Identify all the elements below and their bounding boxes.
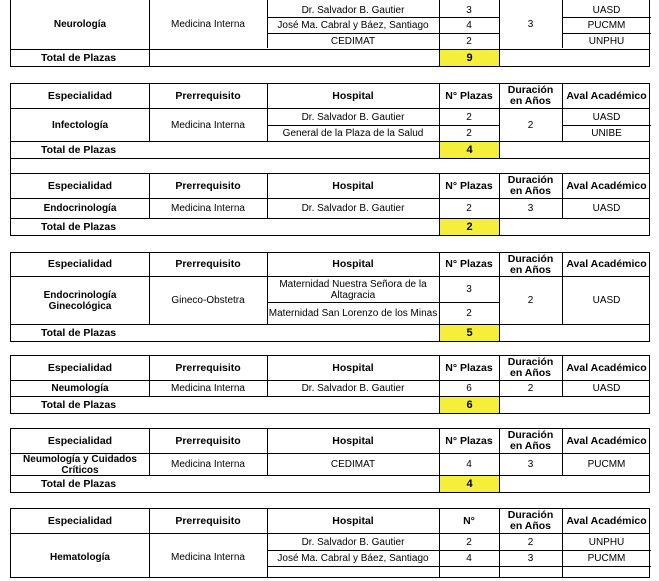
plazas-cell: 2 <box>466 128 472 139</box>
prerrequisito-cell: Gineco-Obstetra <box>171 295 245 306</box>
hospital-cell: Maternidad San Lorenzo de los Minas <box>268 308 438 319</box>
aval-cell: UASD <box>592 4 621 16</box>
plazas-cell: 3 <box>466 284 472 295</box>
header-aval: Aval Académico <box>566 434 647 447</box>
especialidad-cell: Endocrinología <box>43 203 117 214</box>
header-hospital: Hospital <box>332 89 374 102</box>
header-plazas: N° Plazas <box>445 258 493 270</box>
hospital-cell: José Ma. Cabral y Báez, Santiago <box>277 553 429 564</box>
header-especialidad: Especialidad <box>47 258 113 270</box>
header-duracion-line2: en Años <box>509 520 552 532</box>
especialidad-cell: Infectología <box>51 119 109 131</box>
duracion-cell: 3 <box>527 459 534 470</box>
hospital-line2: Altagracia <box>330 289 376 301</box>
total-plazas-value: 2 <box>440 219 499 235</box>
header-duracion <box>499 84 562 108</box>
plazas-cell: 4 <box>466 459 472 470</box>
especialidad-line2: Ginecológica <box>48 300 112 312</box>
total-plazas-label: Total de Plazas <box>41 51 117 64</box>
plazas-cell: 4 <box>466 553 472 564</box>
total-plazas-label: Total de Plazas <box>41 143 117 156</box>
aval-cell: PUCMM <box>587 553 626 564</box>
header-duracion <box>499 253 562 276</box>
hospital-cell: Dr. Salvador B. Gautier <box>301 536 405 548</box>
total-plazas-label: Total de Plazas <box>41 398 117 411</box>
header-aval: Aval Académico <box>566 514 647 527</box>
plazas-cell: 2 <box>466 536 472 548</box>
total-plazas-label: Total de Plazas <box>41 326 117 339</box>
table-neurologia <box>10 0 650 67</box>
table-hematologia <box>10 508 650 578</box>
especialidad-line1: Neumología y Cuidados <box>23 453 137 465</box>
header-duracion <box>499 429 562 453</box>
table-neumologia <box>10 355 650 414</box>
duracion-cell: 2 <box>527 536 534 548</box>
header-aval: Aval Académico <box>566 361 647 374</box>
duracion-cell: 2 <box>527 119 534 131</box>
header-hospital: Hospital <box>332 434 374 447</box>
duracion-cell: 2 <box>527 295 534 306</box>
header-hospital: Hospital <box>332 514 374 527</box>
table-infectologia <box>10 83 650 159</box>
header-especialidad: Especialidad <box>47 179 113 192</box>
header-duracion <box>499 356 562 380</box>
header-especialidad: Especialidad <box>47 89 113 102</box>
especialidad-line2: Críticos <box>61 464 99 476</box>
header-duracion-line1: Duración <box>507 356 554 368</box>
aval-cell: UNIBE <box>591 128 622 139</box>
header-duracion-line1: Duración <box>507 429 554 441</box>
aval-cell: UASD <box>592 111 621 123</box>
header-duracion-line2: en Años <box>509 95 552 107</box>
prerrequisito-cell: Medicina Interna <box>171 552 245 563</box>
plazas-cell: 2 <box>466 203 472 214</box>
header-plazas: N° <box>463 514 475 527</box>
especialidad-cell <box>11 454 149 475</box>
header-duracion-line1: Duración <box>507 252 554 265</box>
total-plazas-value: 4 <box>440 476 499 492</box>
prerrequisito-cell: Medicina Interna <box>171 203 245 214</box>
duracion-cell: 3 <box>527 19 534 30</box>
header-duracion-line2: en Años <box>509 367 552 379</box>
hospital-cell: Dr. Salvador B. Gautier <box>301 203 405 214</box>
aval-cell: UASD <box>592 383 621 394</box>
header-especialidad: Especialidad <box>47 434 113 447</box>
header-plazas: N° Plazas <box>445 179 493 192</box>
header-plazas: N° Plazas <box>445 434 493 447</box>
especialidad-cell: Hematología <box>49 552 110 563</box>
hospital-cell: José Ma. Cabral y Báez, Santiago <box>277 20 429 31</box>
hospital-cell <box>267 277 439 302</box>
plazas-cell: 6 <box>466 383 472 394</box>
header-duracion <box>499 509 562 533</box>
hospital-line1: Maternidad Nuestra Señora de la <box>279 278 427 290</box>
header-duracion-line2: en Años <box>509 263 552 276</box>
header-duracion <box>499 174 562 198</box>
table-neumologia-cuidados-criticos <box>10 428 650 493</box>
plazas-cell: 2 <box>466 308 472 319</box>
prerrequisito-cell: Medicina Interna <box>171 459 245 470</box>
aval-cell: UASD <box>592 203 621 214</box>
header-prerrequisito: Prerrequisito <box>175 258 241 270</box>
prerrequisito-cell: Medicina Interna <box>171 119 245 131</box>
header-hospital: Hospital <box>332 361 374 374</box>
duracion-cell: 2 <box>527 383 534 394</box>
header-prerrequisito: Prerrequisito <box>175 89 241 102</box>
header-prerrequisito: Prerrequisito <box>175 179 241 192</box>
aval-cell: UNPHU <box>588 36 625 47</box>
spacer-row <box>10 158 650 174</box>
table-endocrinologia-ginecologica <box>10 252 650 342</box>
total-plazas-value: 5 <box>440 325 499 341</box>
header-aval: Aval Académico <box>566 179 647 192</box>
header-duracion-line1: Duración <box>507 84 554 96</box>
header-plazas: N° Plazas <box>445 361 493 374</box>
aval-cell: UASD <box>592 295 621 306</box>
hospital-cell: Dr. Salvador B. Gautier <box>301 383 405 394</box>
aval-cell: PUCMM <box>587 459 626 470</box>
header-hospital: Hospital <box>332 179 374 192</box>
total-plazas-label: Total de Plazas <box>41 477 117 490</box>
duracion-cell: 3 <box>527 203 534 214</box>
header-duracion-line2: en Años <box>509 440 552 452</box>
especialidad-cell: Neumología <box>51 383 109 394</box>
total-plazas-value: 9 <box>440 50 499 66</box>
table-endocrinologia <box>10 173 650 236</box>
header-duracion-line1: Duración <box>507 509 554 521</box>
especialidad-line1: Endocrinología <box>43 289 117 301</box>
hospital-cell: Dr. Salvador B. Gautier <box>301 111 405 123</box>
plazas-cell: 3 <box>466 4 472 16</box>
hospital-cell: General de la Plaza de la Salud <box>282 128 424 139</box>
total-plazas-value: 6 <box>440 397 499 413</box>
header-hospital: Hospital <box>332 258 374 270</box>
total-plazas-value: 4 <box>440 142 499 158</box>
header-aval: Aval Académico <box>566 258 647 270</box>
prerrequisito-cell: Medicina Interna <box>171 19 245 30</box>
header-especialidad: Especialidad <box>47 514 113 527</box>
plazas-cell: 2 <box>466 36 472 47</box>
hospital-cell: Dr. Salvador B. Gautier <box>301 4 405 16</box>
aval-cell: PUCMM <box>587 20 626 31</box>
plazas-cell: 2 <box>466 111 472 123</box>
hospital-cell: CEDIMAT <box>330 36 376 47</box>
header-prerrequisito: Prerrequisito <box>175 361 241 374</box>
prerrequisito-cell: Medicina Interna <box>171 383 245 394</box>
header-aval: Aval Académico <box>566 89 647 102</box>
aval-cell: UNPHU <box>588 536 625 548</box>
duracion-cell: 3 <box>527 553 534 564</box>
hospital-cell: CEDIMAT <box>330 459 376 470</box>
header-duracion-line1: Duración <box>507 174 554 186</box>
header-prerrequisito: Prerrequisito <box>175 514 241 527</box>
header-especialidad: Especialidad <box>47 361 113 374</box>
especialidad-cell <box>11 277 149 324</box>
especialidad-cell: Neurología <box>53 19 107 30</box>
total-plazas-label: Total de Plazas <box>41 220 117 233</box>
header-duracion-line2: en Años <box>509 185 552 197</box>
plazas-cell: 4 <box>466 20 472 31</box>
header-plazas: N° Plazas <box>445 89 493 102</box>
header-prerrequisito: Prerrequisito <box>175 434 241 447</box>
